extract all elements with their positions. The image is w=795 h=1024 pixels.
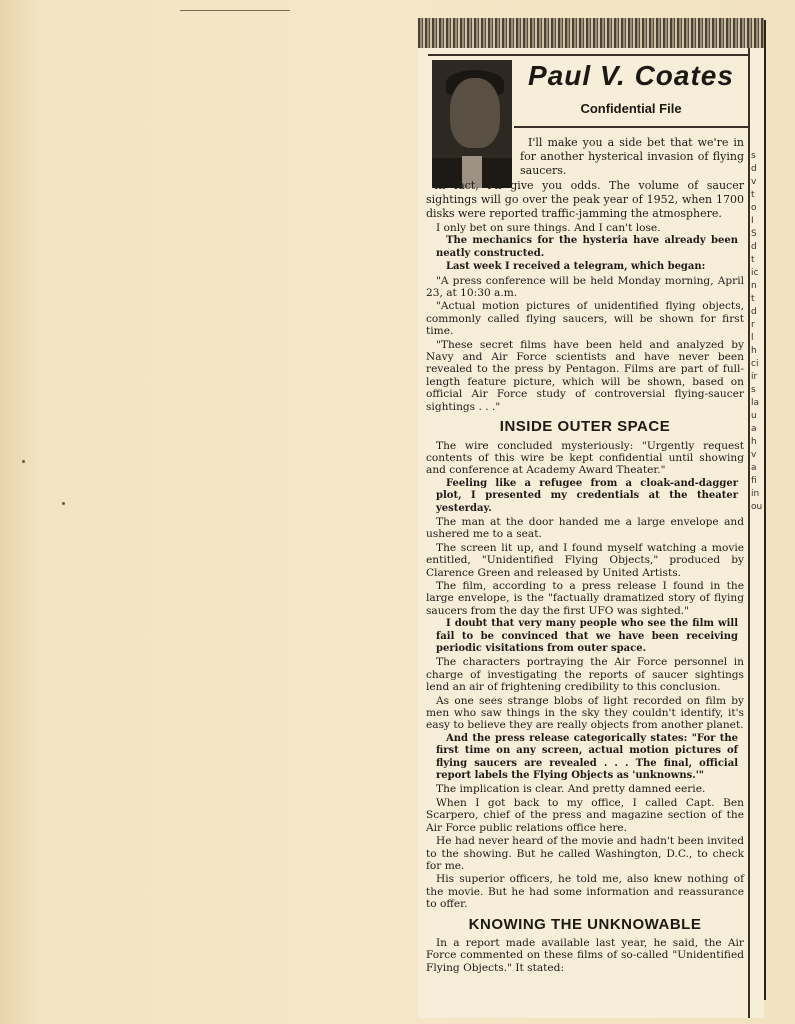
margin-fragment: v [751, 177, 757, 187]
newspaper-clipping [418, 18, 764, 1018]
paper-mark [180, 10, 290, 11]
margin-fragment: t [751, 255, 755, 265]
margin-fragment: a [751, 424, 757, 434]
margin-fragment: s [751, 385, 756, 395]
article-paragraph: The characters portraying the Air Force personnel in charge of investigating the reports of saucer sightings lend an air of frightening credibility to this conclusion. [426, 656, 744, 694]
article-paragraph-bold: Last week I received a telegram, which began: [446, 261, 706, 273]
column-author: Paul V. Coates [528, 60, 734, 91]
margin-fragment: h [751, 346, 757, 356]
article-paragraph: The film, according to a press release I found in the large envelope, is the "factually dramatized story of flying saucers from the day the first UFO was sighted." [426, 579, 744, 617]
article-paragraph: I'll make you a side bet that we're in for another hysterical invasion of flying saucers. [520, 136, 744, 177]
article-paragraph-bold: The mechanics for the hysteria have already been neatly constructed. [436, 235, 738, 259]
article-paragraph: "Actual motion pictures of unidentified flying objects, commonly called flying saucers, will be shown for first time. [426, 300, 744, 338]
margin-fragment: la [751, 398, 760, 408]
margin-fragment: h [751, 437, 757, 447]
section-heading: INSIDE OUTER SPACE [499, 418, 671, 436]
article-paragraph-bold: And the press release categorically states: "For the first time on any screen, actual motion pictures of flying saucers are revealed . . . The final, official report labels the Flying Objects as 'unknowns.'" [436, 732, 738, 782]
article-paragraph: When I got back to my office, I called Capt. Ben Scarpero, chief of the press and magazine section of the Air Force public relations office here. [426, 796, 744, 834]
margin-fragment: ir [751, 372, 758, 382]
margin-fragment: v [751, 450, 757, 460]
column-subtitle: Confidential File [580, 101, 682, 116]
article-paragraph: The screen lit up, and I found myself watching a movie entitled, "Unidentified Flying Objects," produced by Clarence Green and released by United Artists. [426, 541, 744, 579]
margin-fragment: n [751, 281, 757, 291]
article-paragraph: The implication is clear. And pretty damned eerie. [436, 783, 706, 796]
adjacent-column-fragments [751, 150, 767, 1000]
article-paragraph: In fact, I'll give you odds. The volume of saucer sightings will go over the peak year of 1952, when 1700 disks were reported traffic-jamming the atmosphere. [426, 179, 744, 220]
margin-fragment: u [751, 411, 757, 421]
margin-fragment: s [751, 151, 756, 161]
article-paragraph: The man at the door handed me a large envelope and ushered me to a seat. [426, 515, 744, 541]
article-paragraph-bold: Feeling like a refugee from a cloak-and-dagger plot, I presented my credentials at the theater yesterday. [436, 477, 738, 514]
margin-fragment: ci [751, 359, 759, 369]
margin-fragment: o [751, 203, 757, 213]
margin-fragment: ou [751, 502, 763, 512]
section-heading: KNOWING THE UNKNOWABLE [468, 915, 702, 933]
article-paragraph: "These secret films have been held and analyzed by Navy and Air Force scientists and have never been revealed to the press by Pentagon. Films are part of full-length feature picture, which will be shown, based on official Air Force study of controversial flying-saucer sightings . . ." [426, 338, 744, 413]
margin-fragment: t [751, 190, 755, 200]
margin-fragment: l [751, 333, 754, 343]
paper-speck [62, 502, 65, 505]
article-paragraph: In a report made available last year, he said, the Air Force commented on these films of so-called "Unidentified Flying Objects." It stated: [426, 936, 744, 974]
margin-fragment: d [751, 242, 757, 252]
paper-speck [22, 460, 25, 463]
article-paragraph: As one sees strange blobs of light recorded on film by men who saw things in the sky they couldn't identify, it's easy to believe they are really objects from another planet. [426, 694, 744, 732]
article-paragraph: I only bet on sure things. And I can't lose. [436, 222, 661, 234]
margin-fragment: t [751, 294, 755, 304]
clipping-top-border [418, 18, 764, 48]
article-body [426, 136, 744, 975]
article-paragraph: His superior officers, he told me, also knew nothing of the movie. But he had some information and reassurance to offer. [426, 873, 744, 911]
header-rule [428, 54, 750, 56]
margin-fragment: in [751, 489, 760, 499]
margin-fragment: a [751, 463, 757, 473]
margin-fragment: d [751, 164, 757, 174]
article-paragraph: The wire concluded mysteriously: "Urgently request contents of this wire be kept confidential until showing and conference at Academy Award Theater." [426, 439, 744, 477]
margin-fragment: r [751, 320, 755, 330]
subtitle-rule [514, 126, 748, 128]
margin-fragment: I [751, 216, 754, 226]
article-paragraph: "A press conference will be held Monday morning, April 23, at 10:30 a.m. [426, 274, 744, 300]
margin-fragment: d [751, 307, 757, 317]
article-paragraph: He had never heard of the movie and hadn't been invited to the showing. But he called Washington, D.C., to check for me. [426, 835, 744, 872]
column-rule [748, 48, 750, 1018]
margin-fragment: S [751, 229, 757, 239]
margin-fragment: fi [751, 476, 757, 486]
article-paragraph-bold: I doubt that very many people who see the film will fail to be convinced that we have been receiving periodic visitations from outer space. [436, 618, 738, 654]
margin-fragment: ic [751, 268, 759, 278]
